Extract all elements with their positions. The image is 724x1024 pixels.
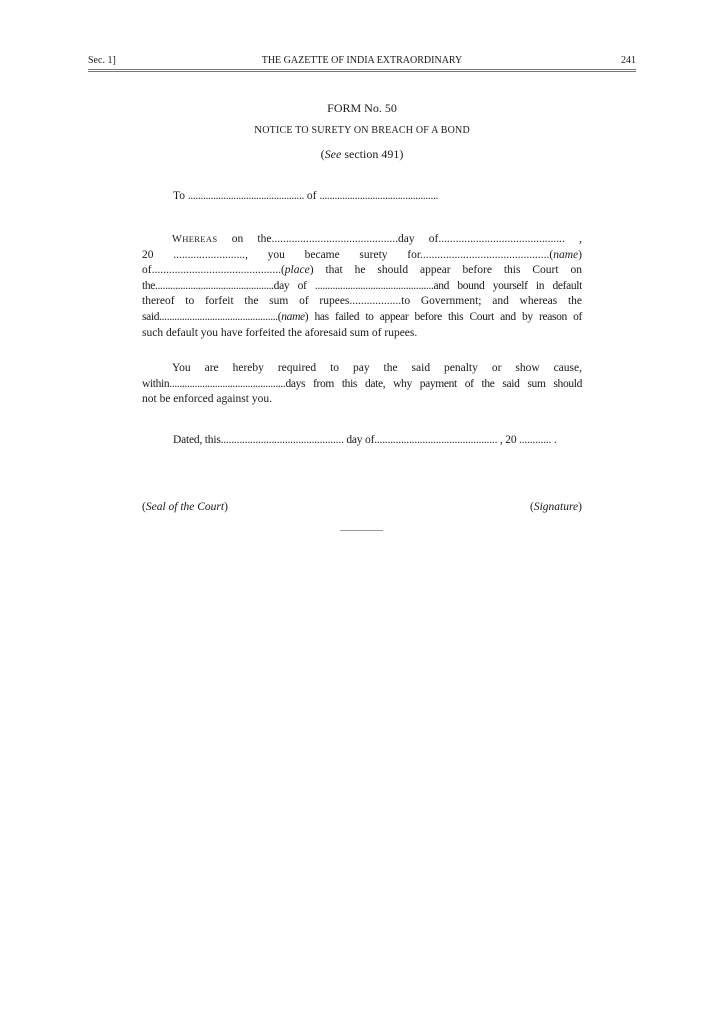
paragraph-line: 20 ........................., you became surety for.............................................(name)	[142, 248, 582, 261]
paragraph-line: said...............................................(name) has failed to appear before this Court and by reason of	[142, 310, 582, 323]
dated-line: Dated, this.............................................. day of.............................................. , 20 ............ .	[173, 434, 557, 446]
page-number: 241	[621, 55, 636, 66]
paragraph-line: not be enforced against you.	[142, 393, 272, 406]
paragraph-line: such default you have forfeited the aforesaid sum of rupees.	[142, 326, 418, 339]
seal-of-court: (Seal of the Court)	[142, 501, 228, 513]
paragraph-line: WHEREAS on the............................................day of............................................ ,	[172, 233, 582, 245]
end-rule	[340, 530, 383, 531]
paragraph-line: the...............................................day of ...............................................and bound yourself in default	[142, 279, 582, 292]
page-header	[88, 55, 636, 69]
see-section: (See section 491)	[320, 147, 404, 161]
gazette-title: THE GAZETTE OF INDIA EXTRAORDINARY	[261, 55, 463, 66]
form-subtitle: NOTICE TO SURETY ON BREACH OF A BOND	[254, 124, 470, 136]
paragraph-line: thereof to forfeit the sum of rupees..................to Government; and whereas the	[142, 295, 582, 308]
paragraph-whereas	[142, 232, 582, 341]
paragraph-line: within..............................................days from this date, why payment of the said sum should	[142, 377, 582, 390]
paragraph-line: You are hereby required to pay the said penalty or show cause,	[172, 362, 582, 374]
paragraph-notice	[142, 361, 582, 408]
header-rule	[88, 69, 636, 72]
form-title: FORM No. 50	[327, 101, 397, 115]
section-ref: Sec. 1]	[88, 55, 116, 66]
paragraph-line: of.............................................(place) that he should appear before this Court on	[142, 264, 582, 277]
signature-label: (Signature)	[530, 501, 582, 513]
address-line: To .............................................. of ...............................................	[173, 190, 439, 202]
